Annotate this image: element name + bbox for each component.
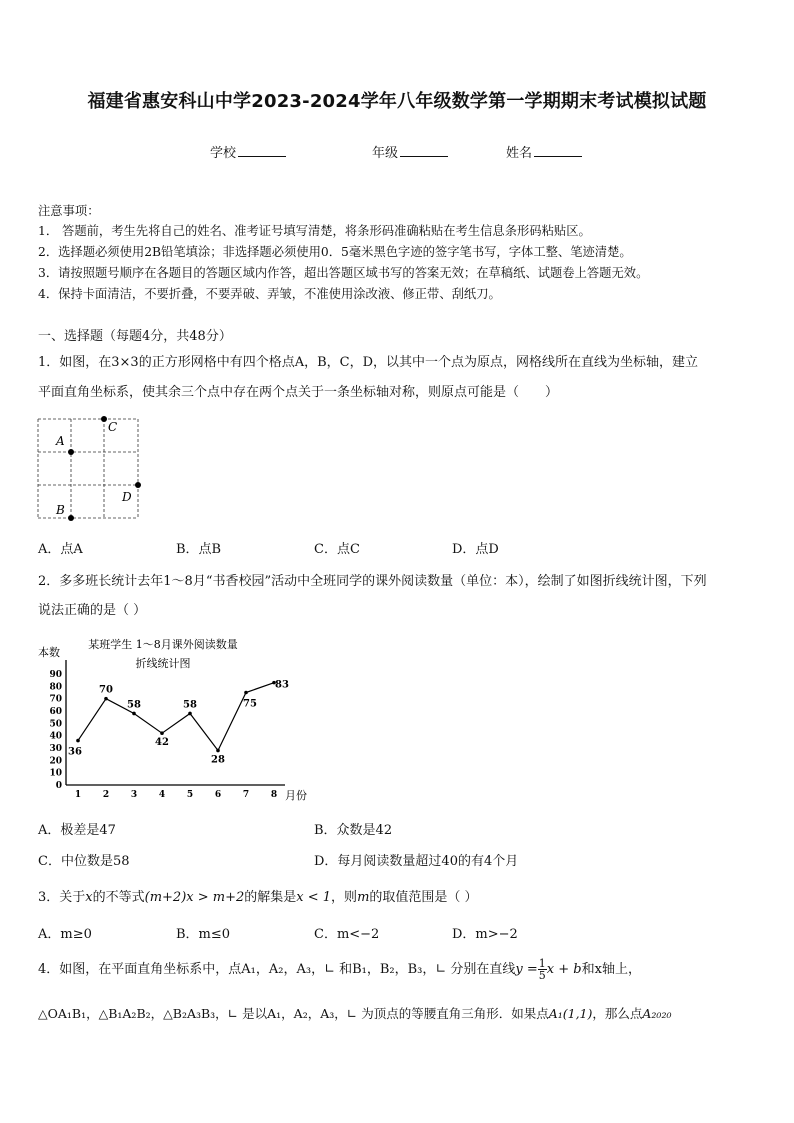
q4-eq-y: y = (515, 962, 538, 977)
q3-text: 的解集是 (244, 890, 297, 905)
q4-text: △OA₁B₁，△B₁A₂B₂，△B₂A₃B₃，∟ 是以A₁，A₂，A₃，∟ 为顶点的等腰直角三角形．如果点 (38, 1006, 549, 1021)
x-tick-label: 5 (186, 790, 194, 800)
q1-option-a: A．点A (38, 542, 83, 557)
x-tick-label: 2 (102, 790, 110, 800)
q3-option-a: A．m≥0 (38, 927, 92, 942)
q4-point: A₁(1,1) (548, 1006, 593, 1021)
label-c: C (108, 420, 118, 434)
data-label: 75 (243, 698, 257, 710)
q3-text: 3．关于 (38, 890, 86, 905)
x-tick-label: 6 (214, 790, 222, 800)
q1-stem-line1: 1．如图，在3×3的正方形网格中有四个格点A，B，C，D，以其中一个点为原点，网格线所在直线为坐标轴，建立 (38, 355, 699, 370)
x-tick-label: 8 (270, 790, 278, 800)
x-tick-label: 3 (130, 790, 138, 800)
q4-stem-line1 (38, 956, 641, 984)
q3-var-x: x (85, 890, 93, 905)
note-item: 1． 答题前，考生先将自己的姓名、准考证号填写清楚，将条形码准确粘贴在考生信息条形码粘贴区。 (38, 224, 591, 238)
x-tick-label: 7 (242, 790, 250, 800)
q3-solution: x < 1 (296, 890, 332, 905)
q2-option-b: B．众数是42 (314, 823, 393, 838)
y-tick-label: 60 (49, 707, 62, 717)
x-tick-label: 1 (74, 790, 82, 800)
chart-xlabel: 月份 (285, 789, 307, 802)
q4-text: 和x轴上， (581, 962, 641, 977)
school-label: 学校 (210, 146, 237, 161)
q4-last-point: A₂₀₂₀ (642, 1006, 672, 1021)
data-label: 58 (127, 699, 141, 711)
note-item: 2．选择题必须使用2B铅笔填涂；非选择题必须使用0．5毫米黑色字迹的签字笔书写，字体工整、笔迹清楚。 (38, 245, 632, 259)
data-label: 70 (99, 684, 113, 696)
q3-text: ，则 (331, 890, 358, 905)
data-label: 28 (211, 754, 225, 766)
name-label: 姓名 (506, 146, 533, 161)
q4-frac-den: 5 (538, 969, 546, 982)
y-tick-label: 0 (55, 781, 62, 791)
q3-option-b: B．m≤0 (176, 927, 231, 942)
data-point (104, 697, 108, 701)
page-title: 福建省惠安科山中学2023-2024学年八年级数学第一学期期末考试模拟试题 (87, 91, 707, 112)
q2-stem-line2: 说法正确的是（ ） (38, 603, 147, 618)
q1-option-d: D．点D (452, 542, 499, 557)
name-blank (534, 144, 582, 157)
point-a (68, 449, 74, 455)
y-tick-label: 20 (49, 756, 62, 767)
label-a: A (56, 434, 65, 448)
q1-grid-figure (30, 412, 150, 528)
section-heading: 一、选择题（每题4分，共48分） (38, 329, 232, 344)
q4-eq-rest: x + b (546, 962, 582, 977)
y-tick-label: 30 (49, 744, 62, 754)
q2-option-d: D．每月阅读数量超过40的有4个月 (314, 854, 519, 869)
point-d (135, 482, 141, 488)
q4-text: ，那么点 (592, 1006, 643, 1021)
y-tick-label: 90 (49, 670, 62, 680)
notes-heading: 注意事项： (38, 204, 100, 218)
q3-option-d: D．m>−2 (452, 927, 518, 942)
q3-text: 的不等式 (92, 890, 145, 905)
data-point (160, 731, 164, 735)
grade-label: 年级 (372, 146, 399, 161)
data-label: 36 (68, 746, 82, 758)
q3-stem (38, 888, 478, 908)
y-tick-label: 50 (49, 719, 62, 730)
q3-option-c: C．m<−2 (314, 927, 380, 942)
data-label: 58 (183, 699, 197, 711)
data-point (216, 749, 220, 753)
q4-text: 4．如图，在平面直角坐标系中，点A₁，A₂，A₃，∟ 和B₁，B₂，B₃，∟ 分别在直线 (38, 962, 516, 977)
q3-var-m: m (357, 890, 370, 905)
q3-text: 的取值范围是（ ） (369, 890, 478, 905)
y-tick-label: 80 (49, 682, 62, 693)
chart-ylabel: 本数 (38, 646, 60, 659)
q4-frac-num: 1 (538, 957, 546, 970)
data-point (244, 691, 248, 695)
y-tick-label: 40 (49, 731, 62, 742)
q2-option-a: A．极差是47 (38, 823, 116, 838)
school-blank (238, 144, 286, 157)
data-label: 83 (275, 679, 289, 691)
point-c (101, 416, 107, 422)
q2-stem-line1: 2．多多班长统计去年1～8月“书香校园”活动中全班同学的课外阅读数量（单位：本），绘制了如图折线统计图，下列 (38, 574, 707, 589)
label-d: D (122, 490, 132, 504)
data-point (132, 712, 136, 716)
q2-option-c: C．中位数是58 (38, 854, 130, 869)
name-field (506, 142, 582, 161)
q1-option-c: C．点C (314, 542, 360, 557)
q2-line-chart (30, 632, 320, 812)
q4-stem-line2 (38, 1004, 671, 1024)
data-point (188, 712, 192, 716)
note-item: 4．保持卡面清洁，不要折叠，不要弄破、弄皱，不准使用涂改液、修正带、刮纸刀。 (38, 287, 501, 301)
grade-field (372, 142, 448, 161)
y-tick-label: 10 (49, 768, 62, 779)
note-item: 3．请按照题号顺序在各题目的答题区域内作答，超出答题区域书写的答案无效；在草稿纸、试题卷上答题无效。 (38, 266, 649, 280)
chart-title: 某班学生 1～8月课外阅读数量 (88, 638, 238, 651)
point-b (68, 515, 74, 521)
q3-inequality: (m+2)x > m+2 (144, 890, 245, 905)
data-point (76, 739, 80, 743)
x-tick-label: 4 (158, 790, 166, 800)
grade-blank (400, 144, 448, 157)
q4-fraction (538, 958, 547, 981)
data-label: 42 (155, 737, 169, 749)
chart-subtitle: 折线统计图 (135, 657, 191, 670)
label-b: B (56, 503, 65, 517)
y-tick-label: 70 (49, 694, 62, 705)
q1-option-b: B．点B (176, 542, 222, 557)
q1-stem-line2: 平面直角坐标系，使其余三个点中存在两个点关于一条坐标轴对称，则原点可能是（ ） (38, 385, 559, 400)
school-field (210, 142, 286, 161)
